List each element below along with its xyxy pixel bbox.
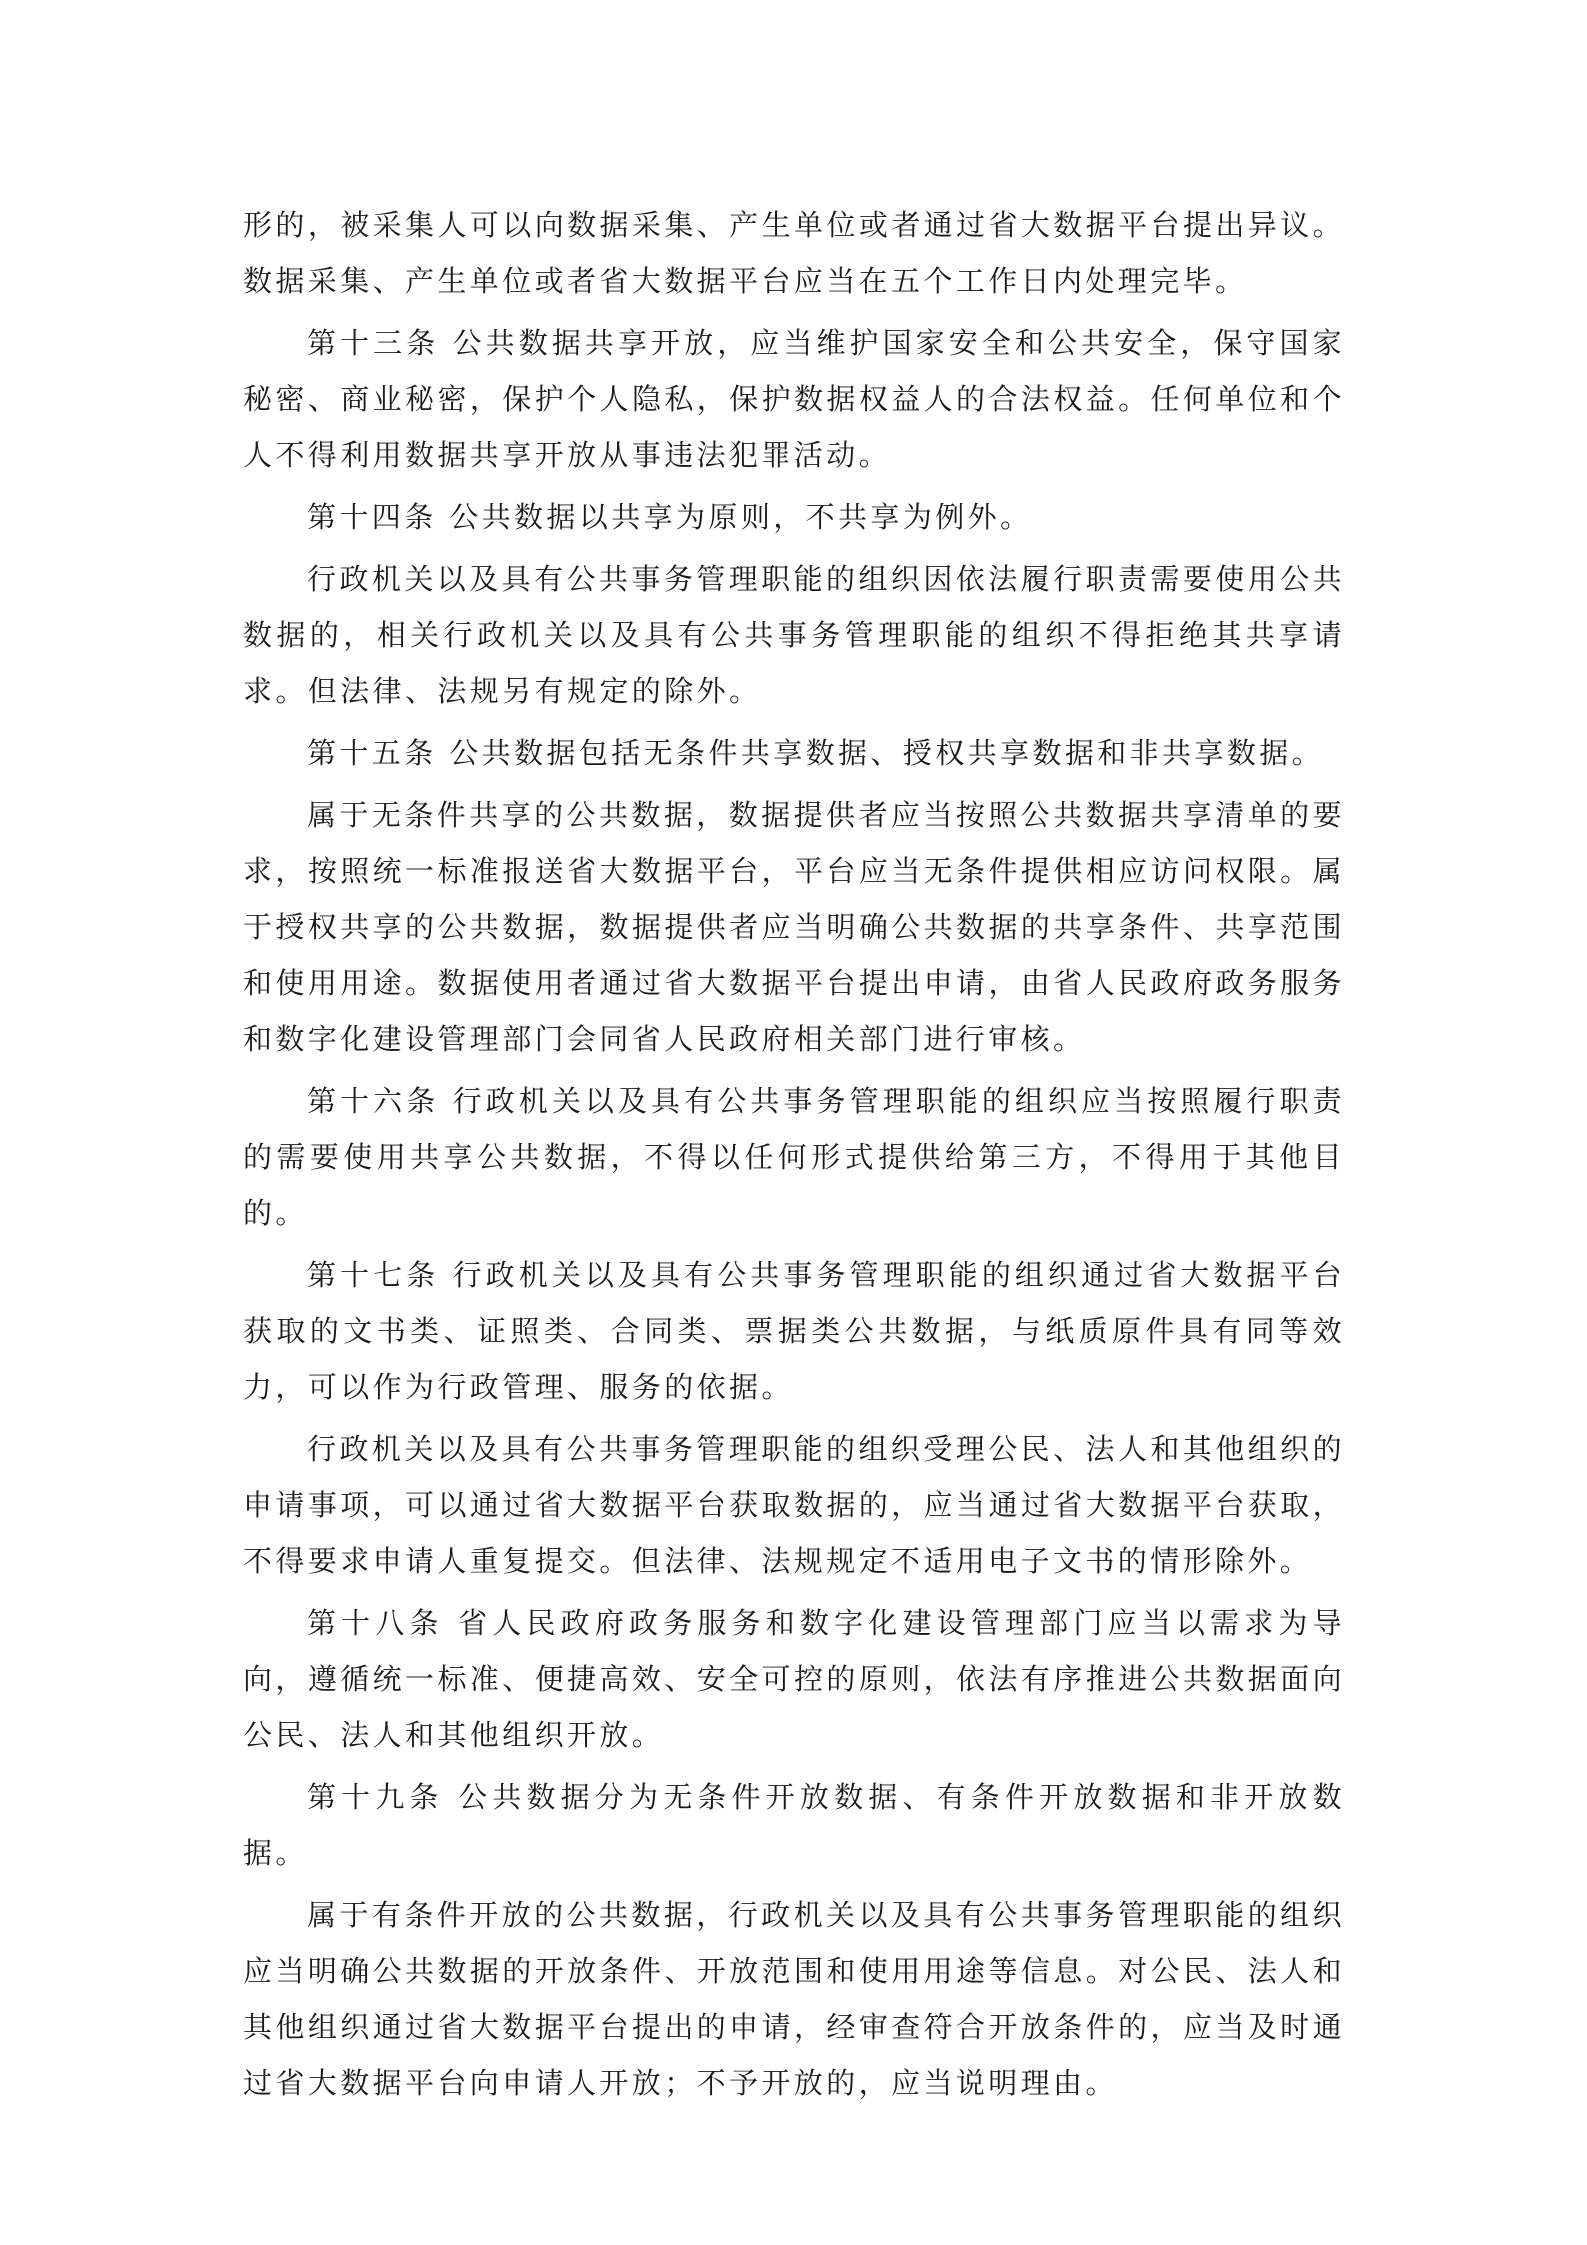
- paragraph-article-16: 第十六条 行政机关以及具有公共事务管理职能的组织应当按照履行职责的需要使用共享公共数据，不得以任何形式提供给第三方，不得用于其他目的。: [243, 1084, 1345, 1230]
- paragraph-article-15-detail: 属于无条件共享的公共数据，数据提供者应当按照公共数据共享清单的要求，按照统一标准报送省大数据平台，平台应当无条件提供相应访问权限。属于授权共享的公共数据，数据提供者应当明确公共数据的共享条件、共享范围和使用用途。数据使用者通过省大数据平台提出申请，由省人民政府政务服务和数字化建设管理部门会同省人民政府相关部门进行审核。: [243, 798, 1345, 1056]
- paragraph-article-18: 第十八条 省人民政府政务服务和数字化建设管理部门应当以需求为导向，遵循统一标准、便捷高效、安全可控的原则，依法有序推进公共数据面向公民、法人和其他组织开放。: [243, 1606, 1345, 1752]
- paragraph-article-14-detail: 行政机关以及具有公共事务管理职能的组织因依法履行职责需要使用公共数据的，相关行政机关以及具有公共事务管理职能的组织不得拒绝其共享请求。但法律、法规另有规定的除外。: [243, 562, 1345, 708]
- paragraph-article-19-detail: 属于有条件开放的公共数据，行政机关以及具有公共事务管理职能的组织应当明确公共数据的开放条件、开放范围和使用用途等信息。对公民、法人和其他组织通过省大数据平台提出的申请，经审查符合开放条件的，应当及时通过省大数据平台向申请人开放；不予开放的，应当说明理由。: [243, 1898, 1345, 2100]
- paragraph-article-14: 第十四条 公共数据以共享为原则，不共享为例外。: [307, 500, 1033, 534]
- paragraph-article-17: 第十七条 行政机关以及具有公共事务管理职能的组织通过省大数据平台获取的文书类、证照类、合同类、票据类公共数据，与纸质原件具有同等效力，可以作为行政管理、服务的依据。: [243, 1258, 1345, 1404]
- paragraph-article-15: 第十五条 公共数据包括无条件共享数据、授权共享数据和非共享数据。: [307, 736, 1325, 770]
- paragraph-article-17-detail: 行政机关以及具有公共事务管理职能的组织受理公民、法人和其他组织的申请事项，可以通过省大数据平台获取数据的，应当通过省大数据平台获取，不得要求申请人重复提交。但法律、法规规定不适用电子文书的情形除外。: [243, 1432, 1345, 1578]
- paragraph-article-19: 第十九条 公共数据分为无条件开放数据、有条件开放数据和非开放数据。: [243, 1780, 1345, 1870]
- paragraph-1: 形的，被采集人可以向数据采集、产生单位或者通过省大数据平台提出异议。数据采集、产生单位或者省大数据平台应当在五个工作日内处理完毕。: [243, 208, 1345, 298]
- paragraph-article-13: 第十三条 公共数据共享开放，应当维护国家安全和公共安全，保守国家秘密、商业秘密，保护个人隐私，保护数据权益人的合法权益。任何单位和个人不得利用数据共享开放从事违法犯罪活动。: [243, 326, 1345, 472]
- document-body: [243, 197, 1345, 2117]
